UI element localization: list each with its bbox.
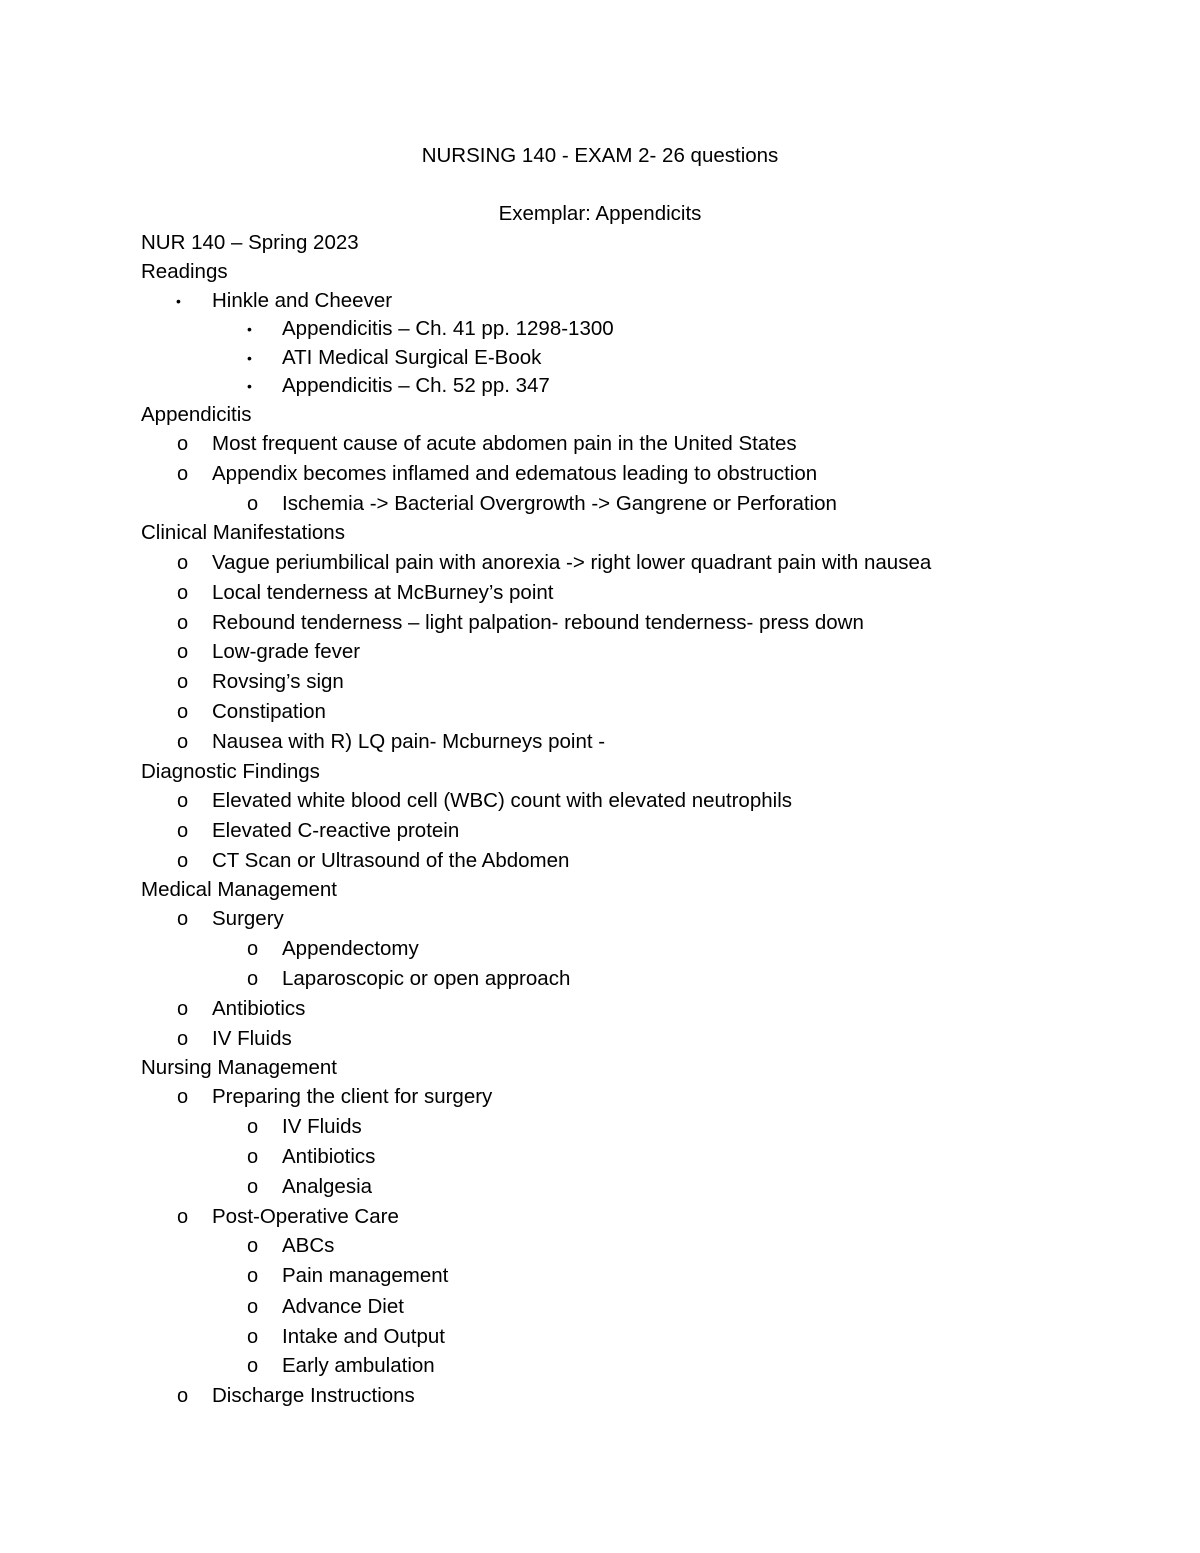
bullet-circle-icon: o [177,731,189,753]
list-item-text: Antibiotics [212,997,306,1020]
list-item-text: Appendicitis – Ch. 41 pp. 1298-1300 [282,317,614,340]
bullet-circle-icon: o [247,1355,259,1377]
bullet-circle-icon: o [177,582,189,604]
list-item-text: Intake and Output [282,1325,445,1348]
bullet-circle-icon: o [177,850,189,872]
bullet-circle-icon: o [177,433,189,455]
bullet-circle-icon: o [247,1326,259,1348]
bullet-circle-icon: o [177,790,189,812]
bullet-circle-icon: o [177,671,189,693]
list-item-text: Constipation [212,700,326,723]
bullet-circle-icon: o [177,1385,189,1407]
list-item-text: Hinkle and Cheever [212,289,393,312]
section-heading-readings: Readings [141,260,228,283]
section-heading-diagnostic-findings: Diagnostic Findings [141,760,320,783]
list-item-text: Nausea with R) LQ pain- Mcburneys point - [212,730,606,753]
bullet-circle-icon: o [177,641,189,663]
list-item-text: IV Fluids [282,1115,362,1138]
list-item-text: Appendectomy [282,937,419,960]
list-item-text: Laparoscopic or open approach [282,967,571,990]
section-heading-nursing-management: Nursing Management [141,1056,337,1079]
bullet-circle-icon: o [177,820,189,842]
bullet-disc-icon: • [176,293,181,309]
list-item-text: Most frequent cause of acute abdomen pain in the United States [212,432,797,455]
list-item-text: Low-grade fever [212,640,361,663]
list-item-text: Analgesia [282,1175,373,1198]
list-item-text: Rebound tenderness – light palpation- rebound tenderness- press down [212,611,864,634]
bullet-circle-icon: o [247,1146,259,1168]
list-item-text: IV Fluids [212,1027,292,1050]
list-item-text: ABCs [282,1234,335,1257]
bullet-circle-icon: o [177,612,189,634]
list-item-text: Discharge Instructions [212,1384,415,1407]
document-subtitle: Exemplar: Appendicits [498,202,702,225]
list-item-text: Appendix becomes inflamed and edematous leading to obstruction [212,462,818,485]
list-item-text: Vague periumbilical pain with anorexia -> right lower quadrant pain with nausea [212,551,932,574]
course-line: NUR 140 – Spring 2023 [141,231,359,254]
bullet-circle-icon: o [177,552,189,574]
bullet-disc-icon: • [247,350,252,366]
list-item-text: Elevated white blood cell (WBC) count with elevated neutrophils [212,789,792,812]
bullet-circle-icon: o [177,1086,189,1108]
bullet-circle-icon: o [177,1206,189,1228]
section-heading-clinical-manifestations: Clinical Manifestations [141,521,345,544]
list-item-text: Ischemia -> Bacterial Overgrowth -> Gangrene or Perforation [282,492,837,515]
bullet-circle-icon: o [247,1296,259,1318]
list-item-text: Post-Operative Care [212,1205,399,1228]
bullet-circle-icon: o [247,493,259,515]
bullet-circle-icon: o [247,1265,259,1287]
list-item-text: Surgery [212,907,284,930]
bullet-circle-icon: o [247,968,259,990]
list-item-text: Pain management [282,1264,449,1287]
bullet-circle-icon: o [177,463,189,485]
list-item-text: Preparing the client for surgery [212,1085,493,1108]
bullet-circle-icon: o [177,998,189,1020]
bullet-circle-icon: o [177,1028,189,1050]
list-item-text: ATI Medical Surgical E-Book [282,346,542,369]
list-item-text: Local tenderness at McBurney’s point [212,581,554,604]
bullet-disc-icon: • [247,321,252,337]
bullet-circle-icon: o [247,1116,259,1138]
list-item-text: Early ambulation [282,1354,435,1377]
document-title: NURSING 140 - EXAM 2- 26 questions [421,144,779,167]
section-heading-appendicitis: Appendicitis [141,403,252,426]
bullet-circle-icon: o [247,1235,259,1257]
bullet-circle-icon: o [247,1176,259,1198]
list-item-text: Rovsing’s sign [212,670,344,693]
section-heading-medical-management: Medical Management [141,878,337,901]
bullet-circle-icon: o [177,908,189,930]
bullet-disc-icon: • [247,378,252,394]
list-item-text: CT Scan or Ultrasound of the Abdomen [212,849,570,872]
list-item-text: Antibiotics [282,1145,376,1168]
list-item-text: Advance Diet [282,1295,404,1318]
list-item-text: Elevated C-reactive protein [212,819,460,842]
bullet-circle-icon: o [177,701,189,723]
bullet-circle-icon: o [247,938,259,960]
list-item-text: Appendicitis – Ch. 52 pp. 347 [282,374,550,397]
